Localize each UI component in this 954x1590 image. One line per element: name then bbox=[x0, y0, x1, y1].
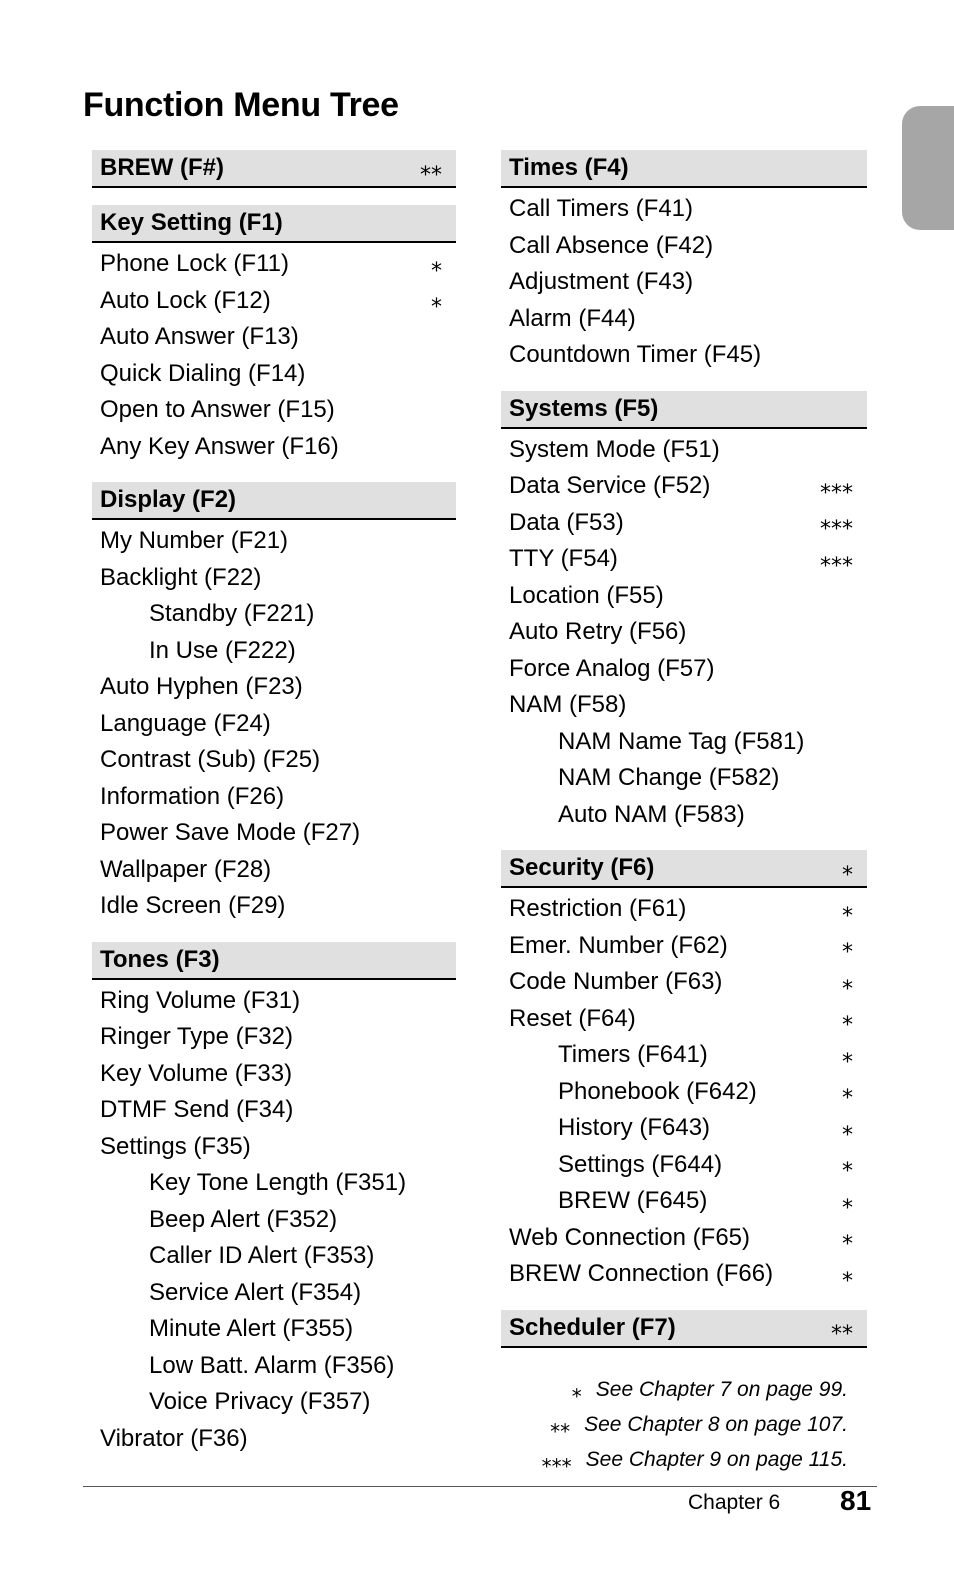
menu-item-label: Key Tone Length (F351) bbox=[149, 1169, 407, 1197]
menu-item bbox=[92, 706, 456, 743]
menu-item bbox=[501, 760, 867, 797]
menu-item bbox=[92, 596, 456, 633]
section-heading-label: Scheduler (F7) bbox=[509, 1313, 676, 1341]
menu-item bbox=[501, 651, 867, 688]
menu-item bbox=[92, 983, 456, 1020]
menu-item bbox=[92, 560, 456, 597]
menu-item-label: Data (F53) bbox=[509, 508, 624, 536]
menu-section-security-f6 bbox=[501, 850, 867, 1293]
section-heading-label: Key Setting (F1) bbox=[100, 209, 283, 236]
menu-item-label: Service Alert (F354) bbox=[149, 1278, 362, 1306]
footnote-text: See Chapter 8 on page 107. bbox=[584, 1412, 848, 1436]
menu-item-label: Minute Alert (F355) bbox=[149, 1315, 354, 1343]
menu-item-label: Vibrator (F36) bbox=[100, 1424, 248, 1452]
footnote bbox=[501, 1442, 848, 1477]
menu-section-systems-f5 bbox=[501, 391, 867, 834]
menu-section-key-setting-f1 bbox=[92, 205, 456, 465]
menu-item-label: Quick Dialing (F14) bbox=[100, 359, 306, 387]
menu-item bbox=[501, 505, 867, 542]
menu-item bbox=[92, 246, 456, 283]
menu-item-label: Location (F55) bbox=[509, 581, 664, 609]
menu-item bbox=[92, 852, 456, 889]
menu-item bbox=[501, 1220, 867, 1257]
reference-marks: ⁎ bbox=[431, 288, 442, 314]
menu-item-label: Phonebook (F642) bbox=[558, 1077, 757, 1105]
menu-item bbox=[92, 1129, 456, 1166]
menu-item-label: DTMF Send (F34) bbox=[100, 1096, 294, 1124]
footnote bbox=[501, 1407, 848, 1442]
section-heading-label: Display (F2) bbox=[100, 486, 237, 513]
reference-marks: ⁎ bbox=[842, 933, 853, 959]
menu-item-label: Auto Lock (F12) bbox=[100, 286, 271, 314]
menu-item-label: Ringer Type (F32) bbox=[100, 1023, 293, 1051]
menu-item-label: Emer. Number (F62) bbox=[509, 931, 728, 959]
menu-item bbox=[501, 1074, 867, 1111]
footnote-marks: ⁎⁎ bbox=[550, 1412, 571, 1437]
menu-item-label: Reset (F64) bbox=[509, 1004, 636, 1032]
menu-item bbox=[501, 1147, 867, 1184]
section-heading bbox=[501, 1310, 867, 1348]
reference-marks: ⁎⁎ bbox=[420, 155, 442, 181]
menu-item-label: In Use (F222) bbox=[149, 636, 296, 664]
left-column bbox=[92, 150, 456, 1474]
section-heading-label: Times (F4) bbox=[509, 154, 629, 181]
menu-item-label: History (F643) bbox=[558, 1114, 711, 1142]
reference-marks: ⁎⁎⁎ bbox=[820, 473, 853, 499]
menu-item bbox=[501, 1183, 867, 1220]
menu-item-label: NAM Name Tag (F581) bbox=[558, 727, 805, 755]
menu-item-label: Auto Retry (F56) bbox=[509, 618, 687, 646]
menu-item bbox=[92, 1384, 456, 1421]
menu-item-label: NAM (F58) bbox=[509, 691, 627, 719]
menu-item-label: Language (F24) bbox=[100, 709, 271, 737]
section-heading-label: BREW (F#) bbox=[100, 154, 224, 181]
menu-item-label: Adjustment (F43) bbox=[509, 268, 694, 296]
menu-item-label: Data Service (F52) bbox=[509, 472, 711, 500]
menu-item bbox=[501, 1001, 867, 1038]
menu-item-label: Code Number (F63) bbox=[509, 968, 723, 996]
menu-item bbox=[501, 1256, 867, 1293]
menu-item-label: Beep Alert (F352) bbox=[149, 1205, 338, 1233]
menu-item-label: Settings (F35) bbox=[100, 1132, 251, 1160]
menu-item-label: Call Timers (F41) bbox=[509, 195, 694, 223]
menu-item-label: NAM Change (F582) bbox=[558, 764, 780, 792]
reference-marks: ⁎ bbox=[842, 1261, 853, 1287]
menu-item bbox=[92, 1056, 456, 1093]
menu-item-label: Standby (F221) bbox=[149, 600, 315, 628]
menu-item bbox=[92, 429, 456, 466]
menu-item-label: BREW (F645) bbox=[558, 1187, 708, 1215]
reference-marks: ⁎ bbox=[842, 1115, 853, 1141]
footer-divider bbox=[83, 1486, 877, 1487]
menu-item-label: Wallpaper (F28) bbox=[100, 855, 272, 883]
menu-item bbox=[92, 815, 456, 852]
menu-section-scheduler-f7 bbox=[501, 1310, 867, 1348]
menu-item-label: Any Key Answer (F16) bbox=[100, 432, 339, 460]
menu-item bbox=[501, 687, 867, 724]
menu-item bbox=[501, 928, 867, 965]
menu-item-label: Settings (F644) bbox=[558, 1150, 723, 1178]
footnotes bbox=[501, 1372, 848, 1477]
menu-item bbox=[501, 797, 867, 834]
page-number: 81 bbox=[840, 1485, 872, 1516]
menu-item-label: Backlight (F22) bbox=[100, 563, 262, 591]
section-heading-label: Security (F6) bbox=[509, 854, 655, 881]
menu-item bbox=[92, 633, 456, 670]
reference-marks: ⁎⁎⁎ bbox=[820, 510, 853, 536]
section-heading bbox=[501, 850, 867, 888]
menu-item-label: Auto Answer (F13) bbox=[100, 323, 299, 351]
reference-marks: ⁎ bbox=[842, 1079, 853, 1105]
menu-item bbox=[501, 541, 867, 578]
menu-item bbox=[92, 669, 456, 706]
reference-marks: ⁎ bbox=[842, 969, 853, 995]
section-heading bbox=[92, 482, 456, 520]
menu-section-brew-f bbox=[92, 150, 456, 188]
menu-item-label: Contrast (Sub) (F25) bbox=[100, 746, 321, 774]
footnote-marks: ⁎⁎⁎ bbox=[541, 1447, 572, 1472]
menu-item bbox=[92, 283, 456, 320]
menu-item bbox=[501, 301, 867, 338]
menu-item-label: Idle Screen (F29) bbox=[100, 892, 286, 920]
menu-item bbox=[501, 432, 867, 469]
menu-item-label: Low Batt. Alarm (F356) bbox=[149, 1351, 395, 1379]
reference-marks: ⁎ bbox=[842, 1188, 853, 1214]
menu-item bbox=[501, 891, 867, 928]
menu-item bbox=[92, 392, 456, 429]
menu-item bbox=[92, 1092, 456, 1129]
menu-item bbox=[92, 779, 456, 816]
menu-item bbox=[92, 1421, 456, 1458]
menu-item-label: Phone Lock (F11) bbox=[100, 250, 289, 278]
footnote-text: See Chapter 7 on page 99. bbox=[595, 1377, 848, 1401]
menu-item-label: Countdown Timer (F45) bbox=[509, 341, 762, 369]
menu-item bbox=[92, 1165, 456, 1202]
footnote-marks: ⁎ bbox=[571, 1377, 582, 1402]
section-heading bbox=[92, 205, 456, 243]
menu-item bbox=[501, 578, 867, 615]
menu-item-label: Key Volume (F33) bbox=[100, 1059, 293, 1087]
menu-item bbox=[92, 319, 456, 356]
menu-item bbox=[92, 523, 456, 560]
reference-marks: ⁎ bbox=[842, 1042, 853, 1068]
chapter-label: Chapter 6 bbox=[688, 1491, 781, 1514]
menu-item-label: Alarm (F44) bbox=[509, 304, 636, 332]
menu-item bbox=[92, 1238, 456, 1275]
menu-item bbox=[501, 1110, 867, 1147]
menu-item-label: Timers (F641) bbox=[558, 1041, 708, 1069]
reference-marks: ⁎⁎⁎ bbox=[820, 546, 853, 572]
reference-marks: ⁎ bbox=[842, 1152, 853, 1178]
reference-marks: ⁎ bbox=[842, 855, 853, 881]
menu-item-label: Restriction (F61) bbox=[509, 895, 687, 923]
chapter-tab bbox=[902, 106, 954, 230]
footnote bbox=[501, 1372, 848, 1407]
menu-item bbox=[92, 1202, 456, 1239]
menu-item bbox=[501, 228, 867, 265]
menu-item-label: Information (F26) bbox=[100, 782, 285, 810]
menu-item-label: Auto NAM (F583) bbox=[558, 800, 745, 828]
menu-item bbox=[92, 1019, 456, 1056]
right-column bbox=[501, 150, 867, 1365]
menu-item bbox=[501, 724, 867, 761]
menu-item-label: Voice Privacy (F357) bbox=[149, 1388, 371, 1416]
menu-item bbox=[501, 264, 867, 301]
reference-marks: ⁎⁎ bbox=[831, 1315, 853, 1340]
menu-item-label: System Mode (F51) bbox=[509, 435, 720, 463]
menu-item bbox=[501, 468, 867, 505]
menu-section-display-f2 bbox=[92, 482, 456, 925]
menu-item-label: Force Analog (F57) bbox=[509, 654, 715, 682]
reference-marks: ⁎ bbox=[842, 1006, 853, 1032]
menu-item-label: Power Save Mode (F27) bbox=[100, 819, 361, 847]
menu-item-label: Open to Answer (F15) bbox=[100, 396, 335, 424]
section-heading-label: Systems (F5) bbox=[509, 394, 659, 422]
menu-item bbox=[501, 614, 867, 651]
menu-item bbox=[92, 1275, 456, 1312]
menu-item-label: BREW Connection (F66) bbox=[509, 1260, 774, 1288]
menu-item bbox=[501, 191, 867, 228]
reference-marks: ⁎ bbox=[842, 1225, 853, 1251]
menu-item bbox=[92, 356, 456, 393]
menu-item-label: Call Absence (F42) bbox=[509, 231, 714, 259]
menu-item bbox=[92, 1311, 456, 1348]
section-heading-label: Tones (F3) bbox=[100, 945, 220, 973]
section-heading bbox=[92, 150, 456, 188]
menu-item-label: Auto Hyphen (F23) bbox=[100, 673, 303, 701]
menu-item-label: Ring Volume (F31) bbox=[100, 986, 301, 1014]
menu-item-label: My Number (F21) bbox=[100, 527, 289, 555]
footnote-text: See Chapter 9 on page 115. bbox=[585, 1447, 848, 1471]
menu-item bbox=[501, 1037, 867, 1074]
menu-item bbox=[501, 337, 867, 374]
section-heading bbox=[501, 150, 867, 188]
page-title: Function Menu Tree bbox=[83, 86, 399, 124]
menu-item bbox=[92, 888, 456, 925]
menu-item bbox=[501, 964, 867, 1001]
menu-item-label: TTY (F54) bbox=[509, 545, 618, 573]
menu-item-label: Caller ID Alert (F353) bbox=[149, 1242, 375, 1270]
section-heading bbox=[501, 391, 867, 429]
menu-item-label: Web Connection (F65) bbox=[509, 1223, 751, 1251]
reference-marks: ⁎ bbox=[842, 896, 853, 922]
section-heading bbox=[92, 942, 456, 980]
reference-marks: ⁎ bbox=[431, 251, 442, 277]
menu-item bbox=[92, 1348, 456, 1385]
menu-section-times-f4 bbox=[501, 150, 867, 374]
menu-section-tones-f3 bbox=[92, 942, 456, 1458]
menu-item bbox=[92, 742, 456, 779]
